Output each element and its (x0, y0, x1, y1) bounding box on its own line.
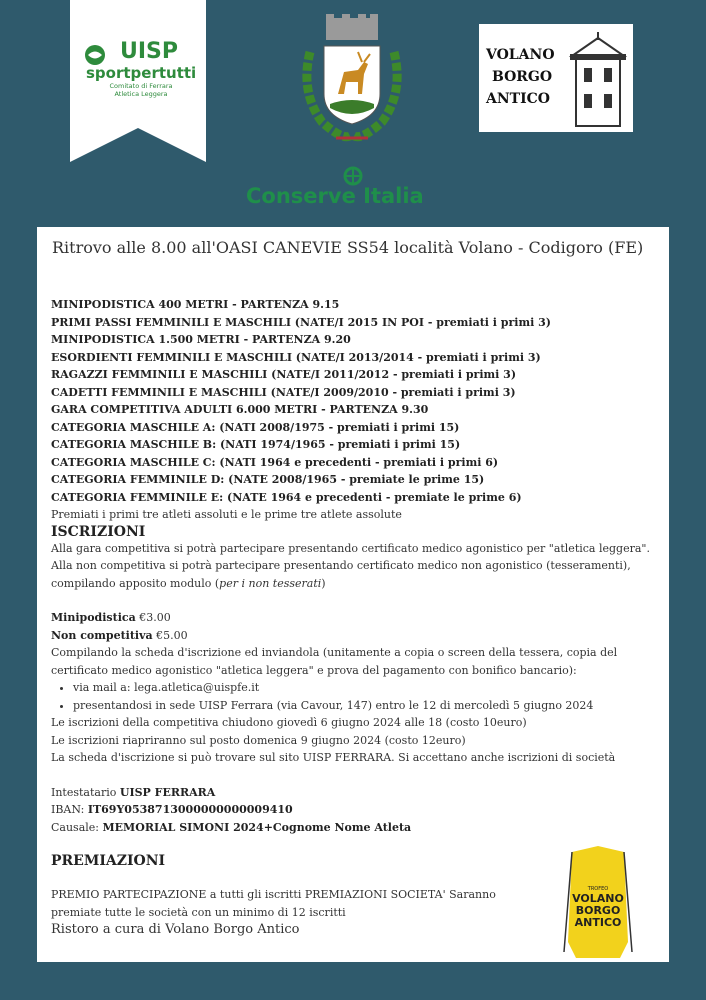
program-line: RAGAZZI FEMMINILI E MASCHILI (NATE/I 2011/2012 - premiati i primi 3) (51, 368, 517, 381)
uisp-section: Atletica Leggera (114, 90, 168, 98)
registration-methods (51, 679, 651, 714)
program-line: CATEGORIA FEMMINILE D: (NATE 2008/1965 - premiate le prime 15) (51, 473, 485, 486)
price-minipodistica: Minipodistica €3.00 (51, 611, 171, 624)
reopen-info: Le iscrizioni riapriranno sul posto domenica 9 giugno 2024 (costo 12euro) (51, 733, 466, 747)
price-non-competitiva: Non competitiva €5.00 (51, 628, 188, 642)
ristoro-note: Ristoro a cura di Volano Borgo Antico (51, 922, 300, 937)
premiazioni-text: PREMIO PARTECIPAZIONE a tutti gli iscritti PREMIAZIONI SOCIETA' Saranno premiate tutte le società con un minimo di 12 iscritti (51, 888, 496, 919)
payment-holder: Intestatario UISP FERRARA (51, 785, 216, 799)
uisp-tagline: sportpertutti (86, 64, 197, 82)
payment-iban: IBAN: IT69Y0538713000000000009410 (51, 803, 293, 816)
tower-icon (566, 32, 630, 128)
program-line: CATEGORIA FEMMINILE E: (NATE 1964 e precedenti - premiate le prime 6) (51, 490, 522, 504)
program-line: GARA COMPETITIVA ADULTI 6.000 METRI - PARTENZA 9.30 (51, 403, 429, 416)
volano-logo-text (486, 44, 578, 110)
program-line: MINIPODISTICA 1.500 METRI - PARTENZA 9.20 (51, 333, 351, 346)
town-crest-icon (292, 12, 412, 152)
bag-text: VOLANO (572, 892, 624, 905)
conserve-italia-logo: Conserve Italia (246, 184, 424, 208)
iscrizioni-paragraph: Alla gara competitiva si potrà partecipare presentando certificato medico agonistico per "atletica leggera". Alla non competitiva si potrà partecipare presentando certificato medico non agonistico (tesseramenti), compilando apposito modulo (per i non tesserati) (51, 541, 650, 590)
program-line: PRIMI PASSI FEMMINILI E MASCHILI (NATE/I 2015 IN POI - premiati i primi 3) (51, 315, 551, 329)
bag-text: BORGO (575, 904, 621, 917)
registration-instructions: Compilando la scheda d'iscrizione ed inviandola (unitamente a copia o screen della tessera, copia del certificato medico agonistico "atletica leggera" e prova del pagamento con bonifico bancario): (51, 646, 618, 677)
closing-info: Le iscrizioni della competitiva chiudono giovedì 6 giugno 2024 alle 18 (costo 10euro) (51, 716, 527, 729)
trophy-bag-image (558, 846, 638, 958)
bag-text: ANTICO (574, 916, 622, 929)
overall-awards-note: Premiati i primi tre atleti assoluti e le prime tre atlete assolute (51, 508, 402, 521)
program-line: CATEGORIA MASCHILE A: (NATI 2008/1975 - premiati i primi 15) (51, 420, 460, 434)
program-line: MINIPODISTICA 400 METRI - PARTENZA 9.15 (51, 298, 340, 311)
uisp-logo-text (86, 40, 196, 98)
program-line: CATEGORIA MASCHILE C: (NATI 1964 e precedenti - premiati i primi 6) (51, 455, 499, 469)
uisp-name: UISP (119, 39, 179, 64)
uisp-committee: Comitato di Ferrara (109, 82, 173, 90)
list-item: • presentandosi in sede UISP Ferrara (via Cavour, 147) entro le 12 di mercoledì 5 giugno 2024 (73, 697, 651, 715)
program-line: ESORDIENTI FEMMINILI E MASCHILI (NATE/I 2013/2014 - premiati i primi 3) (51, 350, 541, 364)
bag-text: TROFEO (587, 886, 609, 892)
main-content (51, 296, 651, 939)
iscrizioni-heading: ISCRIZIONI (51, 523, 146, 540)
volano-line-1: VOLANO (486, 47, 555, 63)
payment-causale: Causale: MEMORIAL SIMONI 2024+Cognome Nome Atleta (51, 820, 412, 834)
form-info: La scheda d'iscrizione si può trovare sul sito UISP FERRARA. Si accettano anche iscrizioni di società (51, 751, 616, 764)
volano-line-3: ANTICO (486, 91, 550, 107)
list-item: • via mail a: lega.atletica@uispfe.it (73, 679, 651, 697)
meeting-point: Ritrovo alle 8.00 all'OASI CANEVIE SS54 località Volano - Codigoro (FE) (52, 238, 644, 257)
volano-line-2: BORGO (492, 69, 553, 85)
program-line: CATEGORIA MASCHILE B: (NATI 1974/1965 - premiati i primi 15) (51, 438, 461, 451)
program-list (51, 296, 651, 506)
program-line: CADETTI FEMMINILI E MASCHILI (NATE/I 2009/2010 - premiati i primi 3) (51, 385, 516, 399)
header-logos (0, 0, 706, 228)
premiazioni-heading: PREMIAZIONI (51, 853, 166, 869)
